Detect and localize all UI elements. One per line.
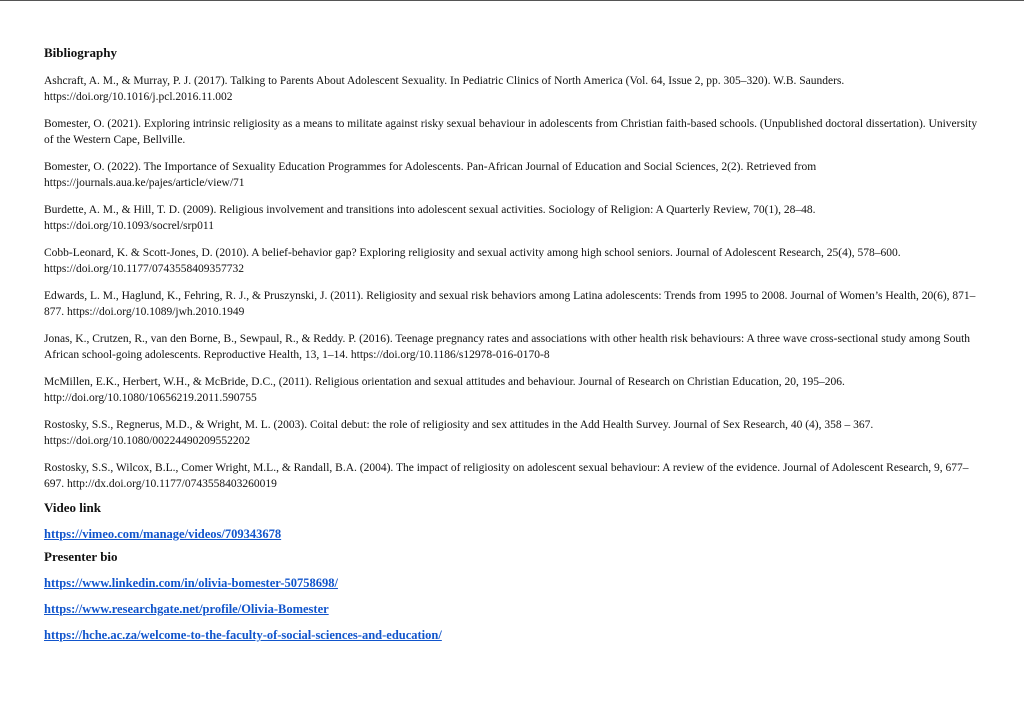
linkedin-profile-link[interactable]: https://www.linkedin.com/in/olivia-bomester-50758698/ (44, 576, 338, 590)
vimeo-video-link[interactable]: https://vimeo.com/manage/videos/709343678 (44, 527, 282, 541)
reference-entry: Cobb-Leonard, K. & Scott-Jones, D. (2010). A belief-behavior gap? Exploring religiosity and sexual activity among high school seniors. Journal of Adolescent Research, 25(4), 578–600. https://doi.org/10.1177/0743558409357732 (44, 247, 901, 275)
reference-list (44, 73, 984, 492)
reference-entry: McMillen, E.K., Herbert, W.H., & McBride, D.C., (2011). Religious orientation and sexual attitudes and behaviour. Journal of Research on Christian Education, 20, 195–206. http://doi.org/10.1080/10656219.2011.590755 (44, 376, 845, 404)
reference-entry: Jonas, K., Crutzen, R., van den Borne, B., Sewpaul, R., & Reddy. P. (2016). Teenage pregnancy rates and associations with other health risk behaviours: A three wave cross-sectional study among South African school-going adolescents. Reproductive Health, 13, 1–14. https://doi.org/10.1186/s12978-016-0170-8 (44, 333, 971, 361)
reference-entry: Bomester, O. (2022). The Importance of Sexuality Education Programmes for Adolescents. Pan-African Journal of Education and Social Sciences, 2(2). Retrieved from https://journals.aua.ke/pajes/article/view/71 (44, 161, 817, 189)
reference-entry: Edwards, L. M., Haglund, K., Fehring, R. J., & Pruszynski, J. (2011). Religiosity and sexual risk behaviors among Latina adolescents: Trends from 1995 to 2008. Journal of Women’s Health, 20(6), 871–877. https://doi.org/10.1089/jwh.2010.1949 (44, 290, 976, 318)
reference-entry: Rostosky, S.S., Regnerus, M.D., & Wright, M. L. (2003). Coital debut: the role of religiosity and sex attitudes in the Add Health Survey. Journal of Sex Research, 40 (4), 358 – 367. https://doi.org/10.1080/00224490209552202 (44, 419, 874, 447)
document-page (44, 45, 984, 653)
reference-entry: Rostosky, S.S., Wilcox, B.L., Comer Wright, M.L., & Randall, B.A. (2004). The impact of religiosity on adolescent sexual behaviour: A review of the evidence. Journal of Adolescent Research, 9, 677–697. http://dx.doi.org/10.1177/0743558403260019 (44, 462, 969, 490)
bibliography-heading: Bibliography (44, 45, 117, 60)
researchgate-profile-link[interactable]: https://www.researchgate.net/profile/Olivia-Bomester (44, 602, 329, 616)
presenter-bio-heading: Presenter bio (44, 549, 118, 564)
faculty-page-link[interactable]: https://hche.ac.za/welcome-to-the-faculty-of-social-sciences-and-education/ (44, 628, 442, 642)
reference-entry: Ashcraft, A. M., & Murray, P. J. (2017). Talking to Parents About Adolescent Sexuality. In Pediatric Clinics of North America (Vol. 64, Issue 2, pp. 305–320). W.B. Saunders. https://doi.org/10.1016/j.pcl.2016.11.002 (44, 75, 845, 103)
page-top-border (0, 0, 1024, 1)
video-link-heading: Video link (44, 500, 101, 515)
reference-entry: Burdette, A. M., & Hill, T. D. (2009). Religious involvement and transitions into adolescent sexual activities. Sociology of Religion: A Quarterly Review, 70(1), 28–48. https://doi.org/10.1093/socrel/srp011 (44, 204, 816, 232)
reference-entry: Bomester, O. (2021). Exploring intrinsic religiosity as a means to militate against risky sexual behaviour in adolescents from Christian faith-based schools. (Unpublished doctoral dissertation). University of the Western Cape, Bellville. (44, 118, 978, 146)
